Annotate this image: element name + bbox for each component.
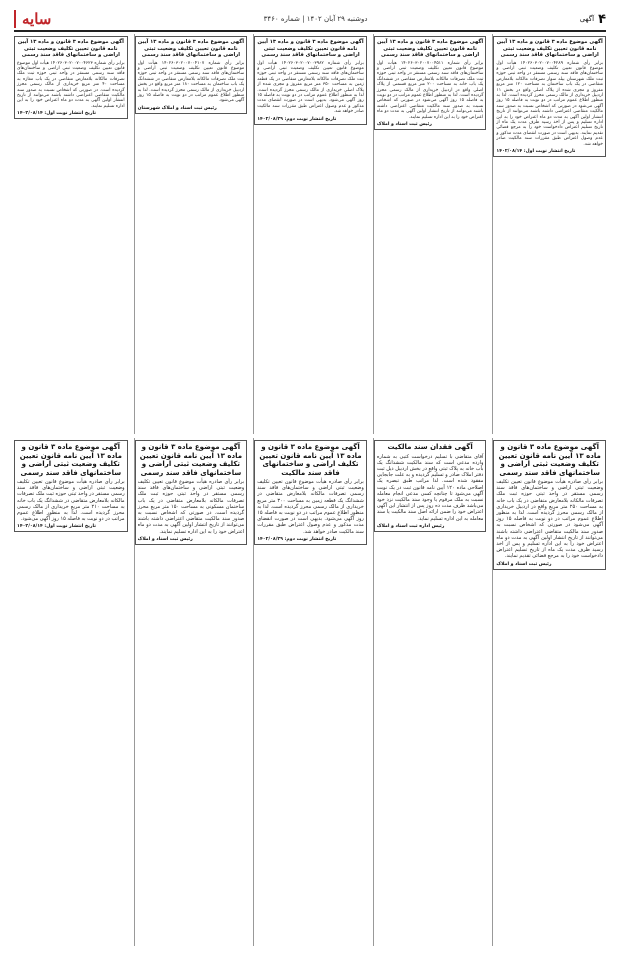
ad-notice	[135, 36, 248, 114]
ad-title: آگهی موضوع ماده ۳ قانون و ماده ۱۳ آیین نامه قانون تعیین تکلیف وضعیت ثبتی اراضی و ساختمانهای فاقد سند رسمی	[498, 443, 601, 477]
ad-notice	[254, 440, 367, 545]
ad-notice	[374, 440, 487, 532]
ad-notice	[135, 440, 248, 545]
top-column-1	[492, 34, 606, 434]
ad-title: آگهی موضوع ماده ۳ قانون و ماده ۱۳ آیین نامه قانون تعیین تکلیف وضعیت ثبتی اراضی و ساختمانهای فاقد سند رسمی	[496, 39, 603, 58]
ad-signature: رئیس ثبت اسناد و املاک	[376, 121, 432, 127]
ad-signature: تاریخ انتشار نوبت اول: ۱۴۰۲/۰۸/۱۴	[17, 524, 97, 530]
top-ads-grid	[14, 34, 606, 434]
bottom-column-5	[14, 438, 128, 946]
ad-notice	[493, 440, 606, 570]
ad-body: برابر رأی شماره ۱۴۰۲۶۰۳۰۲۰۰۷۰۰۴۲۸۹ هیأت اول موضوع قانون تعیین تکلیف وضعیت ثبتی اراضی و ساختمان‌های فاقد سند رسمی مستقر در واحد ثبتی حوزه ثبت ملک شهرستان بیله سوار تصرفات مالکانه بلامعارض متقاضی در یک باب ساختمان به مساحت ۱۲۰ متر مربع مفروز و مجزی شده از پلاک اصلی واقع در بخش ۱۱ اردبیل خریداری از مالک رسمی محرز گردیده است. لذا به منظور اطلاع عموم مراتب در دو نوبت به فاصله ۱۵ روز آگهی می‌شود در صورتی که اشخاص نسبت به صدور سند مالکیت متقاضی اعتراضی داشته باشند می‌توانند از تاریخ انتشار اولین آگهی به مدت دو ماه اعتراض خود را به این اداره تسلیم و پس از اخذ رسید ظرف مدت یک ماه از تاریخ تسلیم اعتراض دادخواست خود را به مرجع قضائی تقدیم نمایند. بدیهی است در صورت انقضای مدت مذکور و عدم وصول اعتراض طبق مقررات سند مالکیت صادر خواهد شد.	[496, 60, 604, 147]
bottom-column-2	[373, 438, 487, 946]
ad-body: برابر رأی صادره هیأت موضوع قانون تعیین تکلیف وضعیت ثبتی اراضی و ساختمان‌های فاقد سند رسمی مستقر در واحد ثبتی حوزه ثبت ملک تصرفات مالکانه بلامعارض متقاضی در یک باب خانه به مساحت ۲۵۰ متر مربع واقع در اردبیل خریداری از مالک رسمی محرز گردیده است. لذا به منظور اطلاع عموم مراتب در دو نوبت به فاصله ۱۵ روز آگهی می‌شود در صورتی که اشخاص نسبت به صدور سند مالکیت متقاضی اعتراضی داشته باشند می‌توانند از تاریخ انتشار اولین آگهی به مدت دو ماه اعتراض خود را به این اداره تسلیم و پس از اخذ رسید ظرف مدت یک ماه از تاریخ تسلیم اعتراض دادخواست خود را به مرجع قضائی تقدیم نمایند.	[496, 479, 603, 560]
page-number: ۴	[598, 11, 606, 27]
issue-info: دوشنبه ۲۹ آبان ۱۴۰۲ | شماره ۳۴۶۰	[263, 15, 368, 23]
ad-signature: تاریخ انتشار نوبت دوم: ۱۴۰۲/۰۸/۲۹	[257, 116, 337, 122]
ad-body: برابر رأی شماره ۱۴۰۲۶۰۳۰۲۰۰۷۰۰۳۹۸۲ هیأت اول موضوع قانون تعیین تکلیف وضعیت ثبتی اراضی و ساختمان‌های فاقد سند رسمی مستقر در واحد ثبتی حوزه ثبت ملک تصرفات مالکانه بلامعارض متقاضی در یک قطعه زمین به مساحت ۳۵۰ متر مربع مفروز و مجزی شده از پلاک اصلی خریداری از مالک رسمی محرز گردیده است. لذا به منظور اطلاع عموم مراتب در دو نوبت به فاصله ۱۵ روز آگهی می‌شود. بدیهی است در صورت انقضای مدت مذکور و عدم وصول اعتراض طبق مقررات سند مالکیت صادر خواهد شد.	[257, 60, 364, 115]
masthead-logo: سایه	[14, 10, 51, 28]
ad-notice	[254, 36, 367, 125]
ad-signature: تاریخ انتشار نوبت اول: ۱۴۰۲/۰۸/۱۴	[496, 149, 576, 154]
bottom-column-4	[134, 438, 248, 946]
ad-body: برابر رأی شماره ۱۴۰۲۶۰۳۰۲۰۰۷۰۰۴۱۰۷ هیأت اول موضوع قانون تعیین تکلیف وضعیت ثبتی اراضی و ساختمان‌های فاقد سند رسمی مستقر در واحد ثبتی حوزه ثبت ملک تصرفات مالکانه بلامعارض متقاضی در ششدانگ یک باب ساختمان به مساحت ۱۸۰ متر مربع واقع در بخش اردبیل خریداری از مالک رسمی محرز گردیده است. لذا به منظور اطلاع عموم مراتب در دو نوبت به فاصله ۱۵ روز آگهی می‌شود.	[137, 60, 245, 104]
bottom-column-1	[492, 438, 606, 946]
ad-body: برابر رأی صادره هیأت موضوع قانون تعیین تکلیف وضعیت ثبتی اراضی و ساختمان‌های فاقد سند رسمی مستقر در واحد ثبتی حوزه ثبت ملک تصرفات مالکانه بلامعارض متقاضی در ششدانگ یک باب خانه به مساحت ۲۱۰ متر مربع خریداری از مالک رسمی محرز گردیده است. لذا به منظور اطلاع عموم مراتب در دو نوبت به فاصله ۱۵ روز آگهی می‌شود.	[17, 479, 125, 523]
ad-signature: تاریخ انتشار نوبت دوم: ۱۴۰۲/۰۸/۲۹	[257, 536, 337, 542]
ad-title: آگهی موضوع ماده ۳ قانون و ماده ۱۳ آیین نامه قانون تعیین تکلیف وضعیت ثبتی اراضی و ساختمانهای فاقد سند رسمی	[257, 39, 364, 58]
top-column-4	[134, 34, 248, 434]
ad-signature: رئیس ثبت اسناد و املاک	[496, 561, 552, 567]
ad-notice	[14, 440, 128, 532]
ad-title: آگهی موضوع ماده ۳ قانون و ماده ۱۳ آیین نامه قانون تعیین تکلیف وضعیت ثبتی اراضی و ساختمانهای فاقد سند رسمی	[137, 39, 244, 58]
ad-title: آگهی موضوع ماده ۳ قانون و ماده ۱۳ آیین نامه قانون تعیین تکلیف وضعیت ثبتی اراضی و ساختمانهای فاقد سند رسمی	[17, 39, 124, 58]
ad-signature: تاریخ انتشار نوبت اول: ۱۴۰۲/۰۸/۱۴	[17, 111, 97, 117]
ad-notice	[374, 36, 487, 130]
top-column-3	[253, 34, 367, 434]
page-label: آگهی	[579, 15, 595, 23]
bottom-ads-grid	[14, 438, 606, 946]
top-column-2	[373, 34, 487, 434]
ad-title: آگهی موضوع ماده ۳ قانون و ماده ۱۳ آیین نامه قانون تعیین تکلیف اراضی و ساختمانهای فاقد سند مالکیت	[259, 443, 362, 477]
ad-body: برابر رأی شماره ۱۴۰۲۶۰۳۰۲۰۰۷۰۰۴۵۱۱ هیأت اول موضوع قانون تعیین تکلیف وضعیت ثبتی اراضی و ساختمان‌های فاقد سند رسمی مستقر در واحد ثبتی حوزه ثبت ملک تصرفات مالکانه بلامعارض متقاضی در ششدانگ یک باب خانه به مساحت ۲۰۰ متر مربع قسمتی از پلاک اصلی واقع در اردبیل خریداری از مالک رسمی محرز گردیده است. لذا به منظور اطلاع عموم مراتب در دو نوبت به فاصله ۱۵ روز آگهی می‌شود در صورتی که اشخاص نسبت به صدور سند مالکیت متقاضی اعتراضی داشته باشند می‌توانند از تاریخ انتشار اولین آگهی به مدت دو ماه اعتراض خود را به این اداره تسلیم نمایند.	[376, 60, 484, 120]
ad-title: آگهی فقدان سند مالکیت	[387, 443, 473, 451]
ad-body: آقای متقاضی با تسلیم درخواست کتبی به شماره وارده مدعی است که سند مالکیت ششدانگ یک باب خانه به پلاک ثبتی واقع در بخش اردبیل ذیل ثبت دفتر املاک صادر و تسلیم گردیده و به علت جابجایی مفقود شده است. لذا مراتب طبق تبصره یک اصلاحی ماده ۱۲۰ آیین نامه قانون ثبت در یک نوبت آگهی می‌شود تا چنانچه کسی مدعی انجام معامله نسبت به ملک مرقوم یا وجود سند مالکیت نزد خود می‌باشد ظرف مدت ده روز پس از انتشار این آگهی اعتراض خود را ضمن ارائه اصل سند مالکیت یا سند معامله به این اداره تسلیم نماید.	[376, 453, 484, 522]
ad-body: برابر رأی صادره هیأت موضوع قانون تعیین تکلیف وضعیت ثبتی اراضی و ساختمان‌های فاقد سند رسمی مستقر در واحد ثبتی حوزه ثبت ملک تصرفات مالکانه بلامعارض متقاضی در یک باب ساختمان مسکونی به مساحت ۱۵۰ متر مربع محرز گردیده است. در صورتی که اشخاص نسبت به صدور سند مالکیت متقاضی اعتراضی داشته باشند می‌توانند از تاریخ انتشار اولین آگهی به مدت دو ماه اعتراض خود را به این اداره تسلیم نمایند.	[137, 479, 245, 535]
ad-body: برابر رأی شماره ۱۴۰۲۶۰۳۰۲۰۰۷۰۰۴۶۲۳ هیأت اول موضوع قانون تعیین تکلیف وضعیت ثبتی اراضی و ساختمان‌های فاقد سند رسمی مستقر در واحد ثبتی حوزه ثبت ملک تصرفات مالکانه بلامعارض متقاضی در یک باب مغازه به مساحت ۴۰ متر مربع خریداری از مالک رسمی محرز گردیده است. در صورتی که اشخاص نسبت به صدور سند مالکیت متقاضی اعتراضی داشته باشند می‌توانند از تاریخ انتشار اولین آگهی به مدت دو ماه اعتراض خود را به این اداره تسلیم نمایند.	[17, 60, 125, 109]
ad-notice	[493, 36, 606, 157]
ad-signature: رئیس اداره ثبت اسناد و املاک	[376, 523, 445, 529]
ad-signature: رئیس ثبت اسناد و املاک	[137, 536, 193, 542]
ad-title: آگهی موضوع ماده ۳ قانون و ماده ۱۳ آیین نامه قانون تعیین تکلیف وضعیت ثبتی اراضی و ساختمانهای فاقد سند رسمی	[377, 39, 484, 58]
ad-title: آگهی موضوع ماده ۳ قانون و ماده ۱۳ آیین نامه قانون تعیین تکلیف وضعیت ثبتی اراضی و ساختمانهای فاقد سند رسمی	[139, 443, 243, 477]
bottom-column-3	[253, 438, 367, 946]
ad-notice	[14, 36, 128, 119]
ad-body: برابر رأی صادره هیأت موضوع قانون تعیین تکلیف وضعیت ثبتی اراضی و ساختمان‌های فاقد سند رسمی تصرفات مالکانه بلامعارض متقاضی در ششدانگ یک قطعه زمین به مساحت ۳۰۰ متر مربع خریداری از مالک رسمی محرز گردیده است. لذا به منظور اطلاع عموم مراتب در دو نوبت به فاصله ۱۵ روز آگهی می‌شود. بدیهی است در صورت انقضای مدت مذکور و عدم وصول اعتراض طبق مقررات سند مالکیت صادر خواهد شد.	[257, 479, 364, 535]
ad-signature: رئیس ثبت اسناد و املاک شهرستان	[137, 105, 217, 111]
page-indicator	[580, 12, 606, 27]
page-header	[14, 8, 606, 32]
ad-title: آگهی موضوع ماده ۳ قانون و ماده ۱۳ آیین نامه قانون تعیین تکلیف وضعیت ثبتی اراضی و ساختمانهای فاقد سند رسمی	[19, 443, 122, 477]
top-column-5	[14, 34, 128, 434]
